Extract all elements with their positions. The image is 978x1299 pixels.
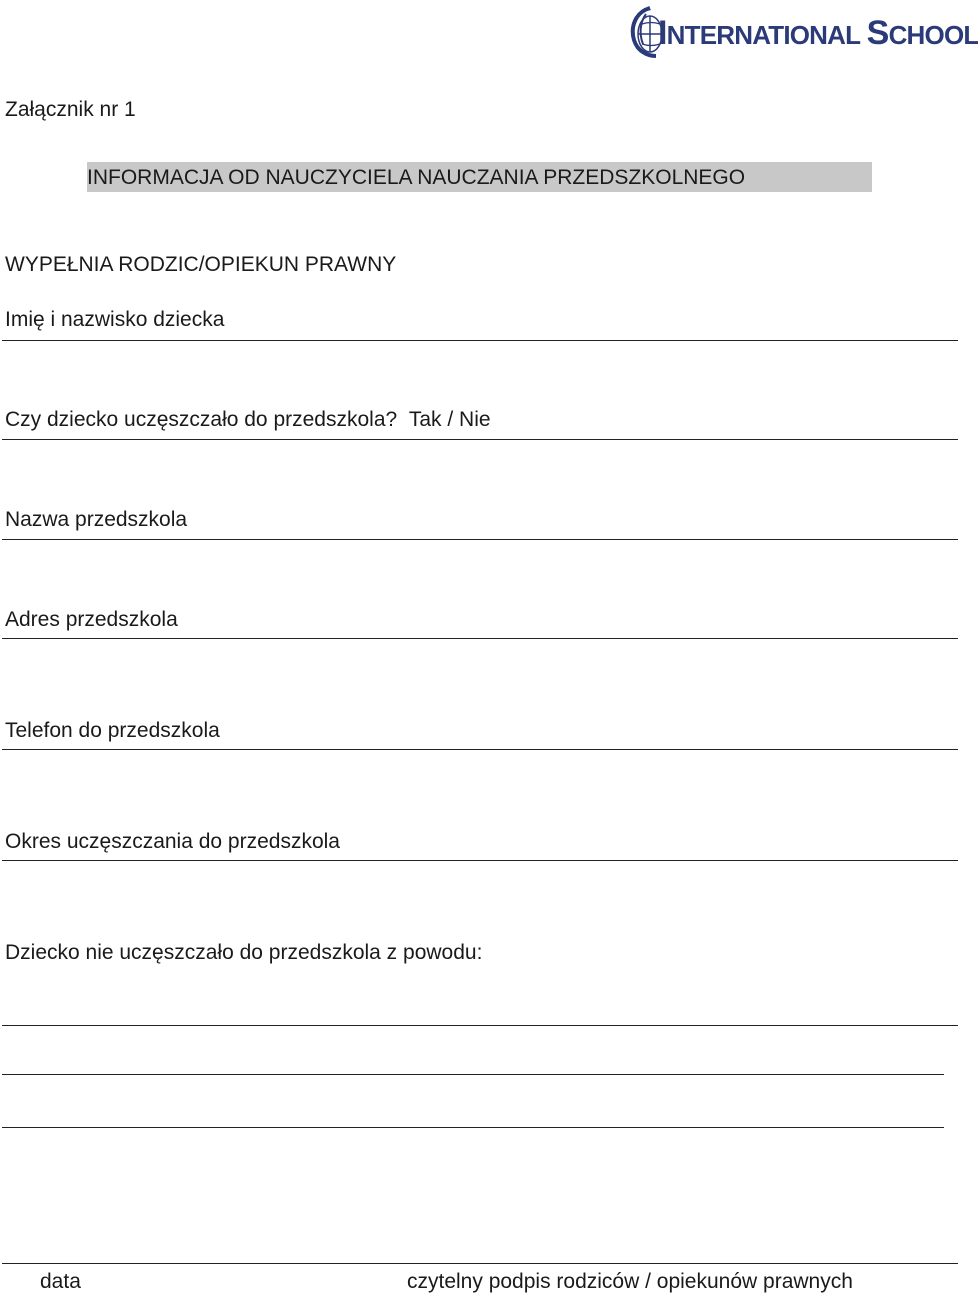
field-line-kindergarten-phone[interactable] — [2, 749, 958, 750]
field-line-reason-2[interactable] — [2, 1074, 944, 1075]
field-label-kindergarten-phone: Telefon do przedszkola — [5, 719, 220, 742]
field-label-kindergarten-name: Nazwa przedszkola — [5, 508, 188, 531]
signature-label: czytelny podpis rodziców / opiekunów prawnych — [407, 1270, 853, 1293]
date-label: data — [40, 1270, 81, 1293]
field-line-reason-1[interactable] — [2, 1025, 958, 1026]
field-label-non-attendance-reason: Dziecko nie uczęszczało do przedszkola z powodu: — [5, 941, 483, 964]
form-instruction: WYPEŁNIA RODZIC/OPIEKUN PRAWNY — [5, 253, 397, 276]
field-label-attendance-period: Okres uczęszczania do przedszkola — [5, 830, 340, 853]
school-logo — [628, 4, 978, 58]
attended-question: Czy dziecko uczęszczało do przedszkola? — [5, 408, 398, 431]
field-label-attended — [5, 408, 491, 432]
document-title-box — [87, 162, 872, 192]
field-line-kindergarten-name[interactable] — [2, 539, 958, 540]
field-label-kindergarten-address: Adres przedszkola — [5, 608, 178, 631]
field-line-attended[interactable] — [2, 439, 958, 440]
field-line-child-name[interactable] — [2, 340, 958, 341]
logo-wordmark: INTERNATIONAL SCHOOL — [658, 14, 978, 52]
annex-label: Załącznik nr 1 — [5, 98, 136, 121]
field-line-reason-3[interactable] — [2, 1127, 944, 1128]
field-label-child-name: Imię i nazwisko dziecka — [5, 308, 225, 331]
attended-options[interactable]: Tak / Nie — [408, 408, 491, 431]
field-line-kindergarten-address[interactable] — [2, 638, 958, 639]
document-title: INFORMACJA OD NAUCZYCIELA NAUCZANIA PRZEDSZKOLNEGO — [87, 166, 746, 189]
signature-line[interactable] — [2, 1263, 958, 1264]
field-line-attendance-period[interactable] — [2, 860, 958, 861]
